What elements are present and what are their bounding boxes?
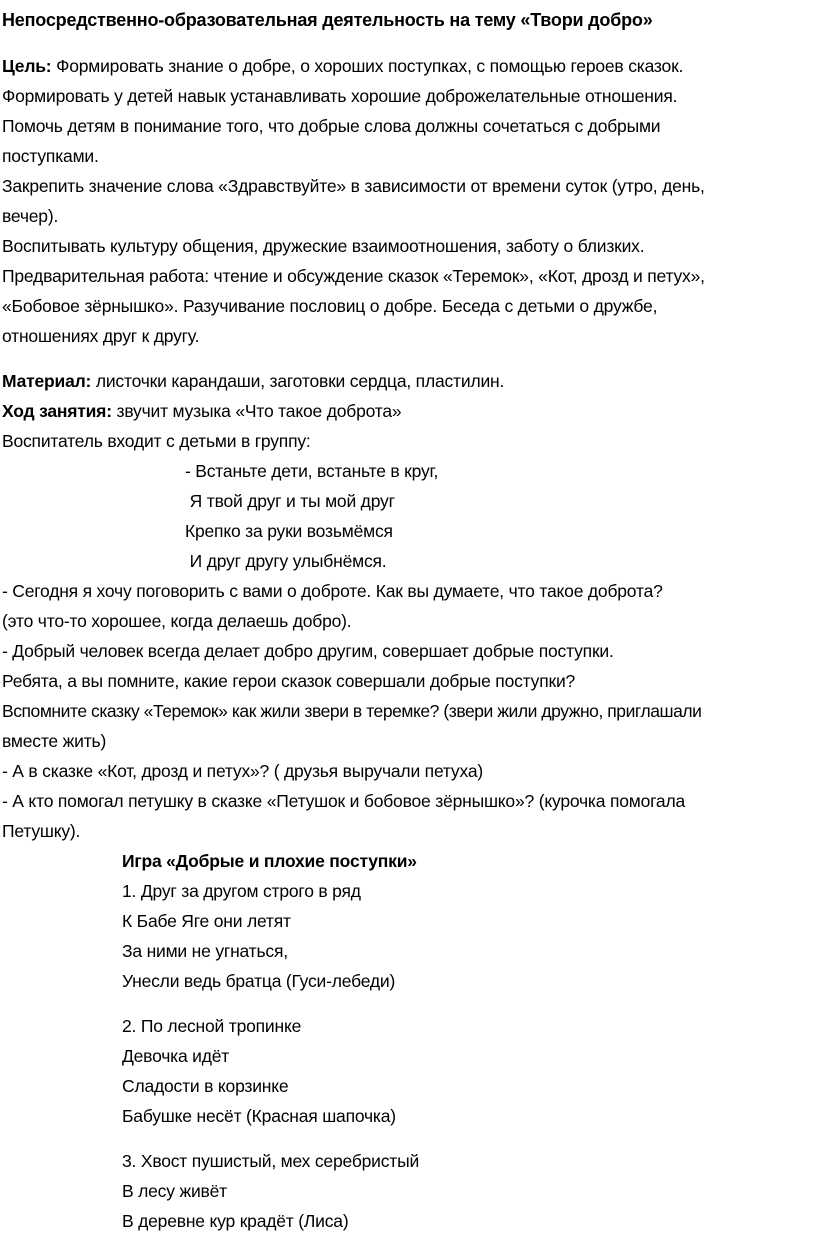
document-title: Непосредственно-образовательная деятельность на тему «Твори добро» <box>2 10 653 30</box>
riddle-line: 2. По лесной тропинке <box>122 1016 302 1036</box>
material-label: Материал: <box>2 371 92 391</box>
dialog-line: - Сегодня я хочу поговорить с вами о доброте. Как вы думаете, что такое доброта? <box>2 581 663 601</box>
poem-line: Я твой друг и ты мой друг <box>185 491 395 511</box>
riddle-line: В деревне кур крадёт (Лиса) <box>122 1211 349 1231</box>
dialog-line: Ребята, а вы помните, какие герои сказок совершали добрые поступки? <box>2 671 576 691</box>
poem-line: И друг другу улыбнёмся. <box>185 551 387 571</box>
goal-line: отношениях друг к другу. <box>2 326 200 346</box>
dialog-line: (это что-то хорошее, когда делаешь добро). <box>2 611 352 631</box>
goal-text: Формировать знание о добре, о хороших поступках, с помощью героев сказок. <box>56 56 684 76</box>
riddle-line: Девочка идёт <box>122 1046 230 1066</box>
riddle-line: За ними не угнаться, <box>122 941 288 961</box>
poem-line: Крепко за руки возьмёмся <box>185 521 393 541</box>
dialog-line: - А в сказке «Кот, дрозд и петух»? ( друзья выручали петуха) <box>2 761 483 781</box>
dialog-line: - Добрый человек всегда делает добро другим, совершает добрые поступки. <box>2 641 614 661</box>
goal-line: Закрепить значение слова «Здравствуйте» в зависимости от времени суток (утро, день, <box>2 176 705 196</box>
dialog-line: Вспомните сказку «Теремок» как жили звери в теремке? (звери жили дружно, приглашали <box>2 701 702 721</box>
goal-label: Цель: <box>2 56 52 76</box>
course-label: Ход занятия: <box>2 401 112 421</box>
riddle-line: К Бабе Яге они летят <box>122 911 291 931</box>
riddle-line: Сладости в корзинке <box>122 1076 289 1096</box>
riddle-line: В лесу живёт <box>122 1181 227 1201</box>
goal-line: поступками. <box>2 146 99 166</box>
goal-line: Предварительная работа: чтение и обсуждение сказок «Теремок», «Кот, дрозд и петух», <box>2 266 705 286</box>
course-paragraph <box>2 399 401 423</box>
dialog-line: Петушку). <box>2 821 81 841</box>
riddle-line: Унесли ведь братца (Гуси-лебеди) <box>122 971 396 991</box>
intro-line: Воспитатель входит с детьми в группу: <box>2 431 311 451</box>
riddle-line: Бабушке несёт (Красная шапочка) <box>122 1106 396 1126</box>
goal-line: Формировать у детей навык устанавливать хорошие доброжелательные отношения. <box>2 86 678 106</box>
dialog-line: вместе жить) <box>2 731 107 751</box>
goal-line: вечер). <box>2 206 59 226</box>
material-text: листочки карандаши, заготовки сердца, пластилин. <box>95 371 505 391</box>
riddle-line: 3. Хвост пушистый, мех серебристый <box>122 1151 420 1171</box>
poem-line: - Встаньте дети, встаньте в круг, <box>185 461 439 481</box>
course-text: звучит музыка «Что такое доброта» <box>116 401 402 421</box>
goal-paragraph <box>2 54 683 78</box>
goal-line: Помочь детям в понимание того, что добрые слова должны сочетаться с добрыми <box>2 116 661 136</box>
game-title: Игра «Добрые и плохие поступки» <box>122 851 417 871</box>
material-paragraph <box>2 369 504 393</box>
dialog-line: - А кто помогал петушку в сказке «Петушок и бобовое зёрнышко»? (курочка помогала <box>2 791 686 811</box>
riddle-line: 1. Друг за другом строго в ряд <box>122 881 361 901</box>
goal-line: Воспитывать культуру общения, дружеские взаимоотношения, заботу о близких. <box>2 236 645 256</box>
goal-line: «Бобовое зёрнышко». Разучивание пословиц о добре. Беседа с детьми о дружбе, <box>2 296 658 316</box>
